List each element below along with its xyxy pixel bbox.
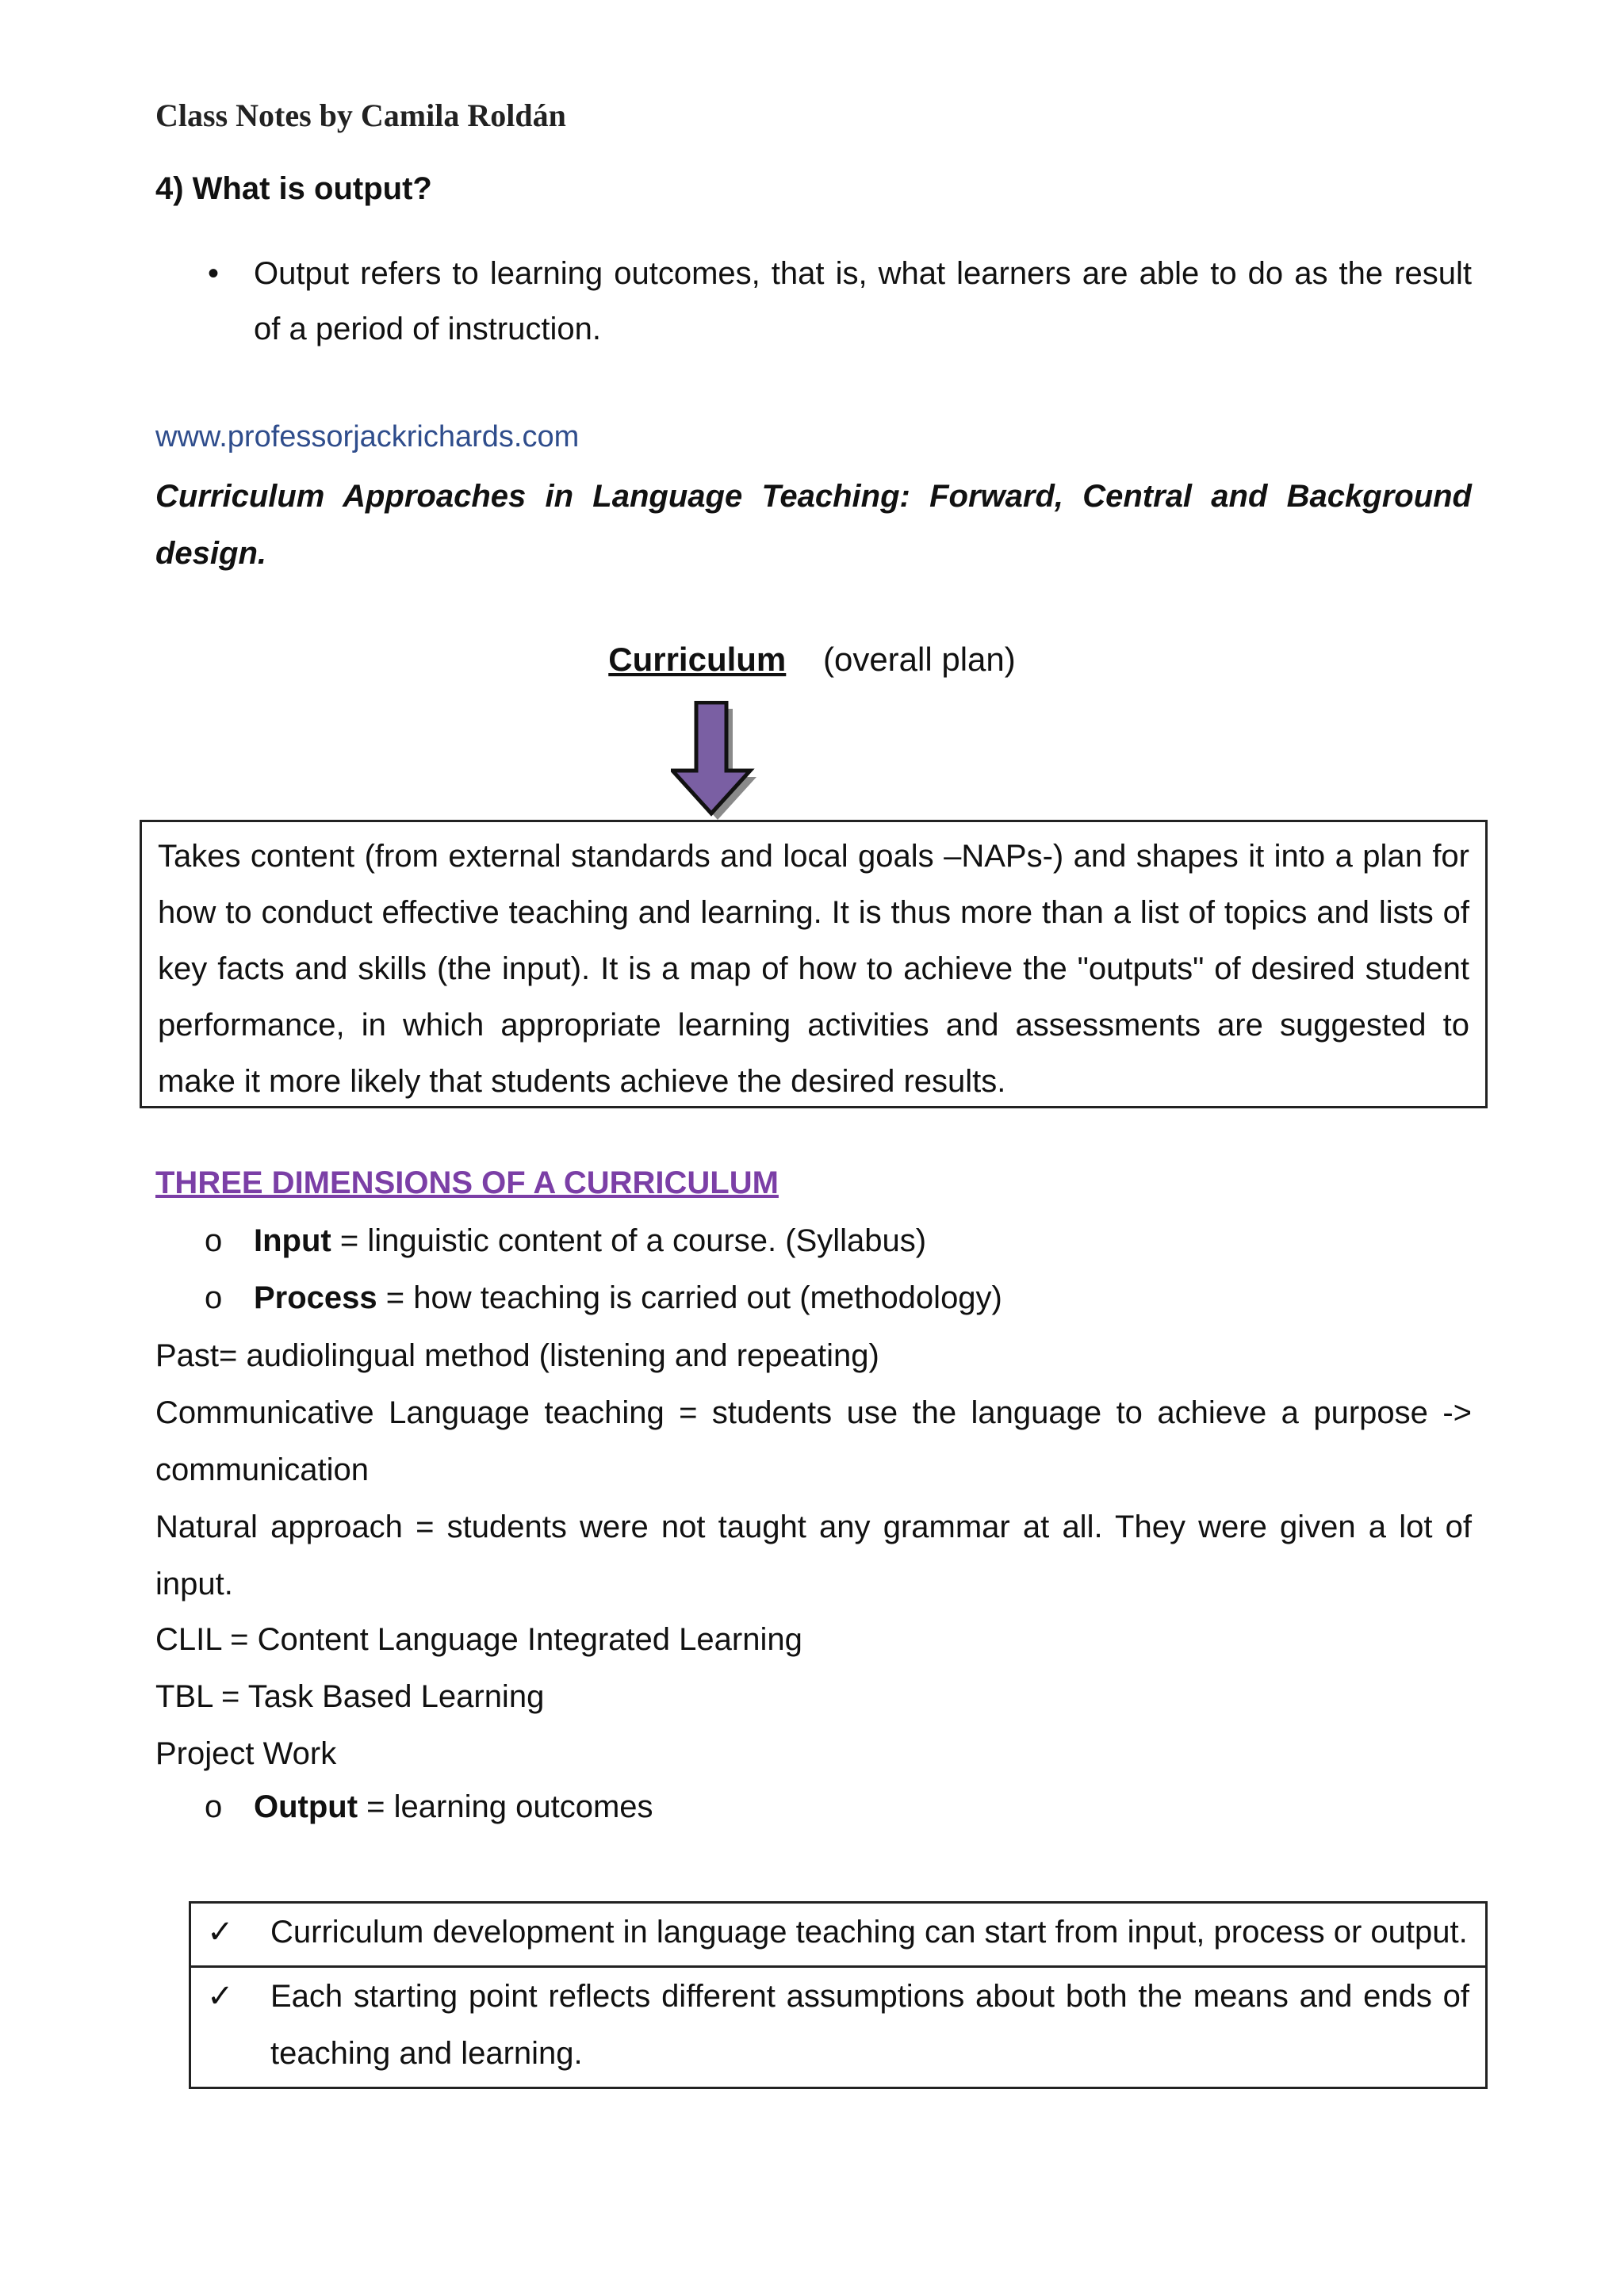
method-tbl: TBL = Task Based Learning: [155, 1679, 545, 1714]
curriculum-subtitle: (overall plan): [822, 641, 1016, 678]
dimension-description: = learning outcomes: [358, 1789, 653, 1824]
dimension-process: [155, 1270, 1472, 1326]
dimension-description: = linguistic content of a course. (Syllabus): [331, 1223, 927, 1258]
checklist-table: [189, 1901, 1488, 2089]
curriculum-definition-box: [140, 820, 1488, 1108]
method-communicative: Communicative Language teaching = students use the language to achieve a purpose -> communication: [155, 1395, 1472, 1487]
dimension-term: Output: [254, 1789, 358, 1824]
checklist-row: [191, 1965, 1485, 2087]
method-clil: CLIL = Content Language Integrated Learning: [155, 1622, 802, 1657]
checkmark-icon: ✓: [207, 1979, 234, 2014]
curriculum-definition-text: Takes content (from external standards and local goals –NAPs-) and shapes it into a plan for how to conduct effective teaching and learning. It is thus more than a list of topics and lists of key facts and skills (the input). It is a map of how to achieve the "outputs" of desired student performance, in which appropriate learning activities and assessments are suggested to make it more likely that students achieve the desired results.: [158, 839, 1469, 1099]
curriculum-heading: [0, 641, 1624, 679]
circle-bullet-icon: o: [205, 1280, 223, 1315]
dimension-input: [155, 1213, 1472, 1269]
checklist-row: [191, 1904, 1485, 1965]
bullet-icon: •: [208, 256, 220, 291]
down-arrow-icon: [671, 701, 758, 820]
source-link[interactable]: www.professorjackrichards.com: [155, 420, 580, 453]
output-bullet-item: [155, 246, 1472, 357]
dimension-term: Input: [254, 1223, 331, 1258]
method-past: Past= audiolingual method (listening and repeating): [155, 1338, 879, 1373]
output-bullet-text: Output refers to learning outcomes, that is, what learners are able to do as the result of a period of instruction.: [254, 256, 1472, 346]
circle-bullet-icon: o: [205, 1789, 223, 1824]
checklist-text: Curriculum development in language teaching can start from input, process or output.: [270, 1915, 1468, 1950]
section-heading: THREE DIMENSIONS OF A CURRICULUM: [155, 1165, 779, 1200]
curriculum-word: Curriculum: [608, 641, 787, 678]
article-title: Curriculum Approaches in Language Teaching: Forward, Central and Background design.: [155, 479, 1472, 571]
dimension-term: Process: [254, 1280, 377, 1315]
checklist-text: Each starting point reflects different assumptions about both the means and ends of teaching and learning.: [270, 1979, 1469, 2071]
checkmark-icon: ✓: [207, 1915, 234, 1950]
method-project: Project Work: [155, 1736, 337, 1771]
dimension-output: [155, 1779, 1472, 1835]
question-heading: 4) What is output?: [155, 171, 432, 206]
circle-bullet-icon: o: [205, 1223, 223, 1258]
dimension-description: = how teaching is carried out (methodology): [377, 1280, 1002, 1315]
method-natural: Natural approach = students were not taught any grammar at all. They were given a lot of input.: [155, 1510, 1472, 1601]
page-header: Class Notes by Camila Roldán: [155, 98, 566, 133]
